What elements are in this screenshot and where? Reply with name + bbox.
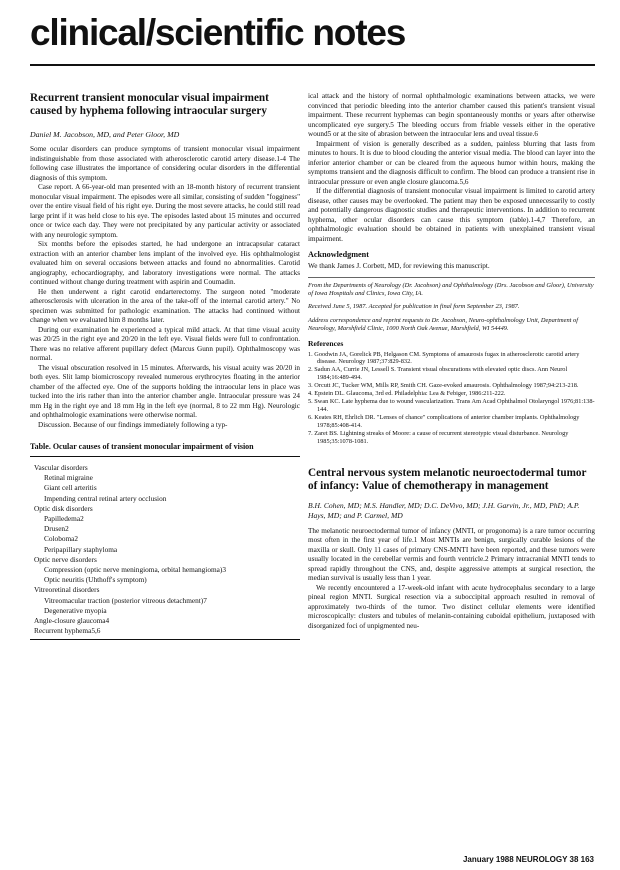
reference-item: 7. Zaret BS. Lightning streaks of Moore: a cause of recurrent stereotypic visual disturbance. Neurology 1985;35:1078-1081. bbox=[308, 429, 569, 445]
reference-item: 1. Goodwin JA, Gorelick PB, Helgason CM. Symptoms of amaurosis fugax in atherosclerotic carotid artery disease. Neurology 1987;37:829-832. bbox=[308, 350, 580, 366]
right-column bbox=[308, 92, 595, 631]
page-footer: January 1988 NEUROLOGY 38 163 bbox=[462, 855, 594, 864]
table-row: Peripapillary staphyloma bbox=[44, 544, 118, 554]
acknowledgment-text: We thank James J. Corbett, MD, for reviewing this manuscript. bbox=[308, 262, 490, 270]
causes-table bbox=[30, 456, 300, 640]
table-row: Papilledema2 bbox=[44, 514, 84, 524]
table-row: Vitreoretinal disorders bbox=[34, 585, 100, 595]
table-row: Drusen2 bbox=[44, 524, 69, 534]
reference-item: 4. Epstein DL. Glaucoma, 3rd ed. Philadelphia: Lea & Febiger, 1986:211-222. bbox=[308, 390, 506, 398]
affiliation-note: From the Departments of Neurology (Dr. Jacobson) and Ophthalmology (Drs. Jacobson and Gloor), University of Iowa Hospitals and Clinics, Iowa City, IA. bbox=[308, 281, 594, 297]
paragraph: ical attack and the history of normal ophthalmologic examinations between attacks, we were convinced that periodic bleeding into the anterior chamber caused this patient's transient visual impairment. These recurrent hyphemas can begin spontaneously months or years after otherwise uncomplicated eye surgery.5 The bleeding occurs from friable vessels either in the operative wound5 or at the site of abrasion between the intraocular lens and uveal tissue.6 bbox=[308, 92, 595, 138]
section-title: clinical/scientific notes bbox=[30, 12, 406, 53]
paragraph: If the differential diagnosis of transient monocular visual impairment is limited to carotid artery disease, other causes may be overlooked. The patient may then be exposed unnecessarily to costly and potentially dangerous diagnostic studies and therapeutic interventions. In addition to recurrent hyphema, other ocular disorders can cause this symptom (table).1-4,7 Therefore, an ophthalmologic evaluation should be obtained in patients with unexplained transient visual impairment. bbox=[308, 187, 595, 243]
left-column bbox=[30, 92, 300, 640]
reference-list bbox=[308, 351, 595, 446]
references-heading: References bbox=[308, 338, 344, 348]
article1-authors: Daniel M. Jacobson, MD, and Peter Gloor, MD bbox=[30, 130, 180, 139]
table-row: Compression (optic nerve meningioma, orbital hemangioma)3 bbox=[44, 565, 226, 575]
divider bbox=[308, 277, 595, 278]
article1-body-right bbox=[308, 92, 595, 244]
article1-title: Recurrent transient monocular visual impairment caused by hyphema following intraocular surgery bbox=[30, 92, 269, 117]
paragraph: Some ocular disorders can produce symptoms of transient monocular visual impairment indistinguishable from those associated with atherosclerotic carotid artery disease.1-4 The following case illustrates the importance of considering ocular disorders in the differential diagnosis of this symptom. bbox=[30, 145, 300, 182]
paragraph: Six months before the episodes started, he had undergone an intracapsular cataract extraction with an anterior chamber lens implant of the involved eye. His ophthalmologist evaluated him on several occasions between attacks and found no abnormalities. Carotid angiography, echocardiography, and laboratory investigations were normal. The attacks continued without change during treatment with aspirin and Coumadin. bbox=[30, 240, 300, 286]
article2-authors: B.H. Cohen, MD; M.S. Handler, MD; D.C. DeVivo, MD; J.H. Garvin, Jr., MD, PhD; A.P. Hays, MD; and P. Carmel, MD bbox=[308, 501, 580, 520]
table-row: Degenerative myopia bbox=[44, 605, 107, 615]
reference-item: 3. Orcutt JC, Tucker WM, Mills RP, Smith CH. Gaze-evoked amaurosis. Ophthalmology 1987;94:213-218. bbox=[308, 382, 579, 390]
table-row: Impending central retinal artery occlusion bbox=[44, 493, 167, 503]
reference-item: 2. Sadun AA, Currie JN, Lessell S. Transient visual obscurations with elevated optic discs. Ann Neurol 1984;16:489-494. bbox=[308, 366, 568, 382]
paragraph: During our examination he experienced a typical mild attack. At that time visual acuity was 20/25 in the right eye and 20/20 in the left eye. Visual fields were full to confrontation. There was no relative afferent pupillary defect (Marcus Gunn pupil). Ophthalmoscopy was normal. bbox=[30, 325, 300, 362]
paragraph: The visual obscuration resolved in 15 minutes. Afterwards, his visual acuity was 20/20 in both eyes. Slit lamp biomicroscopy revealed numerous erythrocytes floating in the anterior chamber of the affected eye. One of the supports holding the intraocular lens in place was tucked into the iris rather than into the anterior chamber angle. Intraocular pressure was 24 mm Hg in the right eye and 18 mm Hg in the left eye (normal, 8 to 22 mm Hg). Neurologic and ophthalmologic examinations were otherwise normal. bbox=[30, 363, 300, 419]
paragraph: Case report. A 66-year-old man presented with an 18-month history of recurrent transient monocular visual impairment. The episodes were all similar, consisting of sudden "fogginess" over the entire visual field of his right eye. During the most severe attacks, he could still read large print if it was held close to his eye. The episodes lasted about 15 minutes and occurred once or twice each day. They were not precipitated by any particular activity or associated with any neurologic symptom. bbox=[30, 183, 300, 239]
paragraph: We recently encountered a 17-week-old infant with acute hydrocephalus secondary to a large pineal region MNTI. Surgical resection via a suboccipital approach resulted in removal of approximately two-thirds of the tumor. Two distinct cellular elements were identified microscopically: clusters and tubules of melanin-containing cuboidal epithelium, juxtaposed with disorganized foci of unpigmented neu- bbox=[308, 583, 595, 630]
table-title: Table. Ocular causes of transient monocular impairment of vision bbox=[30, 442, 254, 451]
table-row: Optic neuritis (Uhthoff's symptom) bbox=[44, 575, 147, 585]
table-row: Optic nerve disorders bbox=[34, 554, 97, 564]
table-row: Giant cell arteritis bbox=[44, 483, 97, 493]
paragraph: Discussion. Because of our findings immediately following a typ- bbox=[38, 420, 228, 429]
table-row: Optic disk disorders bbox=[34, 503, 93, 513]
table-row: Angle-closure glaucoma4 bbox=[34, 616, 110, 626]
table-row: Coloboma2 bbox=[44, 534, 79, 544]
correspondence-note: Address correspondence and reprint requests to Dr. Jacobson, Neuro-ophthalmology Unit, Department of Neurology, Marshfield Clinic, 1000 North Oak Avenue, Marshfield, WI 54449. bbox=[308, 316, 579, 333]
article2-body bbox=[308, 527, 595, 632]
paragraph: He then underwent a right carotid endarterectomy. The surgeon noted "moderate atherosclerosis with ulceration in the area of the take-off of the internal carotid artery." No specimen was submitted for pathologic examination. The attacks had continued without change when we evaluated him 8 months later. bbox=[30, 287, 300, 324]
table-row: Vitreomacular traction (posterior vitreous detachment)7 bbox=[44, 595, 207, 605]
paragraph: Impairment of vision is generally described as a sudden, painless blurring that lasts from minutes to hours. It is due to blood clouding the anterior visual media. The blood can layer into the inferior anterior chamber or can be cleared from the aqueous humor within hours, making the symptoms transient and the diagnosis difficult to confirm. The blood can produce a transient rise in intraocular pressure or even angle closure glaucoma.5,6 bbox=[308, 139, 595, 186]
acknowledgment-heading: Acknowledgment bbox=[308, 250, 369, 259]
reference-item: 5. Swan KC. Late hyphema due to wound vascularization. Trans Am Acad Ophthalmol Otolaryngol 1976;81:138-144. bbox=[308, 397, 595, 413]
table-row: Vascular disorders bbox=[34, 463, 88, 472]
paragraph: The melanotic neuroectodermal tumor of infancy (MNTI, or progonoma) is a rare tumor occurring most often in the first year of life.1 Most MNTIs are benign, surgically curable lesions of the maxilla or skull. Only 11 cases of primary CNS-MNTI have been reported, and these tumors were usually located in the cerebellar vermis and fourth ventricle.2 Primary intracranial MNTI tends to spread rapidly throughout the CNS, and, despite aggressive attempts at surgical resection, the median survival is usually less than 1 year. bbox=[308, 526, 595, 583]
table-row: Retinal migraine bbox=[44, 473, 93, 483]
received-note: Received June 5, 1987. Accepted for publication in final form September 23, 1987. bbox=[308, 303, 520, 311]
table-row: Recurrent hyphema5,6 bbox=[34, 626, 101, 636]
page-header bbox=[30, 8, 595, 66]
header-rule bbox=[30, 64, 595, 66]
article1-body-left bbox=[30, 145, 300, 430]
article2-title: Central nervous system melanotic neuroectodermal tumor of infancy: Value of chemotherapy in management bbox=[308, 467, 587, 493]
reference-item: 6. Keates RH, Ehrlich DR. "Lenses of chance" complications of anterior chamber implants. Ophthalmology 1978;85:408-414. bbox=[308, 413, 580, 429]
